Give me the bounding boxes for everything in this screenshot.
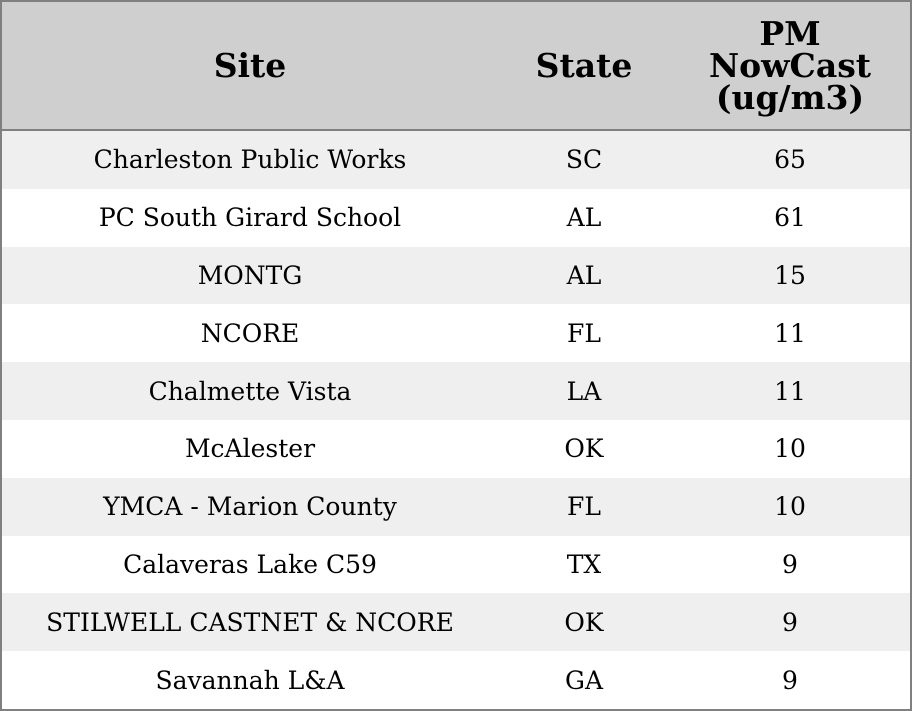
- site-cell: McAlester: [184, 434, 316, 464]
- table-row: [2, 131, 910, 189]
- site-cell: NCORE: [200, 318, 300, 348]
- table-row: [2, 362, 910, 420]
- pm-value-cell: 10: [774, 492, 806, 522]
- table-row: [2, 651, 910, 709]
- site-cell: STILWELL CASTNET & NCORE: [46, 607, 454, 637]
- pm-value-cell: 9: [782, 607, 798, 637]
- state-cell: AL: [566, 260, 602, 290]
- table-row: [2, 304, 910, 362]
- site-cell: Savannah L&A: [155, 665, 345, 695]
- state-cell: SC: [565, 145, 603, 175]
- header-state: State: [535, 45, 633, 85]
- table-row: [2, 420, 910, 478]
- table-row: [2, 247, 910, 305]
- header-pm-nowcast: PM NowCast (ug/m3): [708, 13, 872, 117]
- state-cell: LA: [566, 376, 602, 406]
- pm-value-cell: 15: [774, 260, 806, 290]
- pm-value-cell: 61: [774, 203, 806, 233]
- table-row: [2, 593, 910, 651]
- site-cell: YMCA - Marion County: [103, 492, 397, 522]
- site-cell: PC South Girard School: [98, 203, 402, 233]
- site-cell: Charleston Public Works: [93, 145, 407, 175]
- pm-value-cell: 11: [774, 376, 806, 406]
- pm-value-cell: 65: [774, 145, 806, 175]
- pm-value-cell: 9: [782, 549, 798, 579]
- header-site: Site: [213, 45, 287, 85]
- state-cell: GA: [564, 665, 604, 695]
- table-row: [2, 536, 910, 594]
- site-cell: Chalmette Vista: [148, 376, 352, 406]
- state-cell: FL: [567, 492, 601, 522]
- site-cell: MONTG: [197, 260, 303, 290]
- table-body: [2, 131, 910, 709]
- state-cell: AL: [566, 203, 602, 233]
- pm-value-cell: 9: [782, 665, 798, 695]
- state-cell: FL: [567, 318, 601, 348]
- pm-value-cell: 11: [774, 318, 806, 348]
- table-row: [2, 478, 910, 536]
- table-header: [2, 2, 910, 131]
- state-cell: OK: [564, 607, 604, 637]
- state-cell: OK: [564, 434, 604, 464]
- table-row: [2, 189, 910, 247]
- state-cell: TX: [566, 549, 602, 579]
- site-cell: Calaveras Lake C59: [123, 549, 377, 579]
- pm-value-cell: 10: [774, 434, 806, 464]
